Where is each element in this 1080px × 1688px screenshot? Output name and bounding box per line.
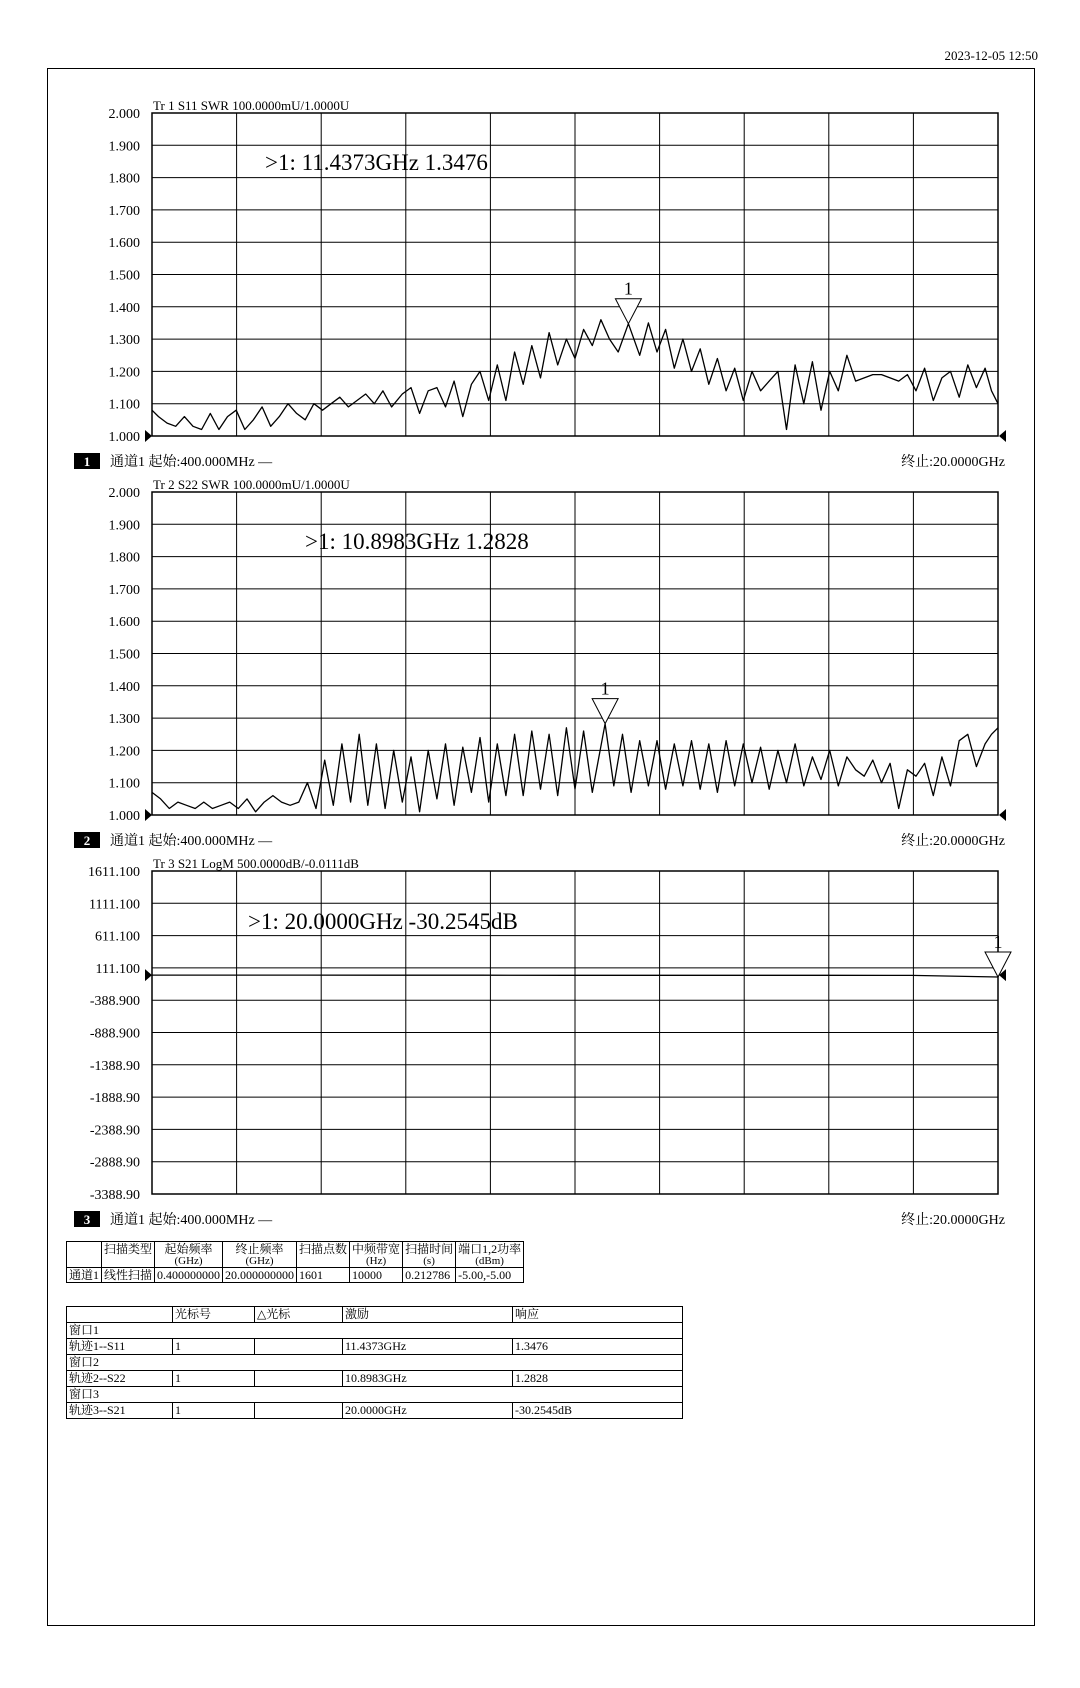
y-tick-label: 1.000: [108, 809, 140, 824]
window-label: 窗口1: [67, 1323, 683, 1339]
footer-start-label: 通道1 起始:400.000MHz —: [110, 1213, 273, 1228]
marker-cell: 1: [173, 1371, 255, 1387]
y-tick-label: 1.700: [108, 582, 140, 598]
marker-readout: >1: 20.0000GHz -30.2545dB: [248, 909, 518, 934]
sweep-settings-table: [66, 1241, 524, 1283]
y-tick-label: 1.500: [108, 268, 140, 284]
footer-stop-label: 终止:20.0000GHz: [901, 834, 1005, 849]
sweep-header-cell: 起始频率 (GHz): [155, 1242, 223, 1268]
marker-data-row: [67, 1339, 683, 1355]
y-tick-label: 1.700: [108, 203, 140, 219]
sweep-value-row: [67, 1268, 524, 1283]
marker-cell: 轨迹2--S22: [67, 1371, 173, 1387]
trace-label: Tr 2 S22 SWR 100.0000mU/1.0000U: [153, 477, 350, 492]
y-tick-label: 1.400: [108, 300, 140, 316]
sweep-header-cell: 中频带宽 (Hz): [350, 1242, 403, 1268]
marker-cell: 20.0000GHz: [343, 1403, 513, 1419]
sweep-header-cell: 扫描时间 (s): [403, 1242, 456, 1268]
timestamp: 2023-12-05 12:50: [944, 48, 1038, 63]
y-tick-label: -1888.90: [89, 1091, 140, 1107]
sweep-cell: 10000: [350, 1268, 403, 1283]
y-tick-label: 1.100: [108, 397, 140, 413]
marker-cell: 轨迹3--S21: [67, 1403, 173, 1419]
marker-header-row: [67, 1307, 683, 1323]
y-tick-label: 1.200: [108, 744, 140, 760]
sweep-header-cell: 端口1,2功率 (dBm): [456, 1242, 524, 1268]
y-tick-label: 1.200: [108, 365, 140, 381]
marker-data-row: [67, 1371, 683, 1387]
y-tick-label: 2.000: [108, 486, 140, 501]
marker-triangle: [592, 699, 618, 724]
y-tick-label: -388.900: [89, 994, 140, 1010]
y-tick-label: 111.100: [95, 961, 140, 977]
y-tick-label: 1.900: [108, 518, 140, 534]
marker-triangle: [985, 952, 1011, 977]
marker-number: 1: [600, 678, 610, 699]
footer-start-label: 通道1 起始:400.000MHz —: [110, 834, 273, 849]
sweep-cell: 线性扫描: [102, 1268, 155, 1283]
marker-cell: 1: [173, 1403, 255, 1419]
y-tick-label: 1.900: [108, 139, 140, 155]
footer-start-label: 通道1 起始:400.000MHz —: [110, 455, 273, 470]
sweep-cell: 0.400000000: [155, 1268, 223, 1283]
sweep-cell: -5.00,-5.00: [456, 1268, 524, 1283]
window-number: 1: [83, 454, 91, 469]
reference-right-triangle: [999, 430, 1006, 442]
trace-label: Tr 3 S21 LogM 500.0000dB/-0.0111dB: [153, 856, 359, 871]
y-tick-label: 1.000: [108, 430, 140, 445]
reference-left-triangle: [145, 430, 152, 442]
y-tick-label: -3388.90: [89, 1188, 140, 1203]
trace-label: Tr 1 S11 SWR 100.0000mU/1.0000U: [153, 98, 350, 113]
reference-left-triangle: [145, 969, 152, 981]
window-label: 窗口2: [67, 1355, 683, 1371]
y-tick-label: 1.500: [108, 647, 140, 663]
marker-cell: [255, 1339, 343, 1355]
marker-cell: 1.2828: [513, 1371, 683, 1387]
marker-cell: 10.8983GHz: [343, 1371, 513, 1387]
marker-triangle: [615, 299, 641, 324]
y-tick-label: 1.800: [108, 171, 140, 187]
marker-cell: [255, 1403, 343, 1419]
sweep-cell: 通道1: [67, 1268, 102, 1283]
y-tick-label: -888.900: [89, 1026, 140, 1042]
y-tick-label: 1.300: [108, 712, 140, 728]
window-number: 2: [83, 833, 91, 848]
marker-window-row: [67, 1323, 683, 1339]
y-tick-label: 1.400: [108, 679, 140, 695]
y-tick-label: 2.000: [108, 107, 140, 122]
marker-cell: 1: [173, 1339, 255, 1355]
sweep-header-row: [67, 1242, 524, 1268]
marker-table: [66, 1306, 683, 1419]
sweep-header-cell: 终止频率 (GHz): [223, 1242, 297, 1268]
y-tick-label: 1.600: [108, 615, 140, 631]
footer-stop-label: 终止:20.0000GHz: [901, 455, 1005, 470]
marker-header-cell: [67, 1307, 173, 1323]
sweep-cell: 1601: [297, 1268, 350, 1283]
marker-cell: 1.3476: [513, 1339, 683, 1355]
marker-cell: 轨迹1--S11: [67, 1339, 173, 1355]
window-label: 窗口3: [67, 1387, 683, 1403]
marker-cell: [255, 1371, 343, 1387]
y-tick-label: 1.300: [108, 333, 140, 349]
sweep-cell: 20.000000000: [223, 1268, 297, 1283]
y-tick-label: 1.600: [108, 236, 140, 252]
sweep-cell: 0.212786: [403, 1268, 456, 1283]
footer-stop-label: 终止:20.0000GHz: [901, 1213, 1005, 1228]
marker-readout: >1: 10.8983GHz 1.2828: [305, 529, 529, 554]
sweep-header-cell: 扫描点数: [297, 1242, 350, 1268]
marker-cell: 11.4373GHz: [343, 1339, 513, 1355]
marker-number: 1: [993, 932, 1003, 953]
y-tick-label: 1111.100: [89, 897, 140, 913]
y-tick-label: 1.100: [108, 776, 140, 792]
marker-header-cell: 响应: [513, 1307, 683, 1323]
marker-header-cell: 光标号: [173, 1307, 255, 1323]
y-tick-label: 1.800: [108, 550, 140, 566]
reference-left-triangle: [145, 809, 152, 821]
marker-readout: >1: 11.4373GHz 1.3476: [265, 150, 488, 175]
window-number: 3: [83, 1212, 91, 1227]
y-tick-label: 611.100: [95, 929, 140, 945]
y-tick-label: -1388.90: [89, 1058, 140, 1074]
sweep-header-cell: [67, 1242, 102, 1268]
marker-header-cell: 激励: [343, 1307, 513, 1323]
marker-window-row: [67, 1387, 683, 1403]
y-tick-label: 1611.100: [88, 865, 140, 880]
y-tick-label: -2888.90: [89, 1155, 140, 1171]
marker-cell: -30.2545dB: [513, 1403, 683, 1419]
sweep-header-cell: 扫描类型: [102, 1242, 155, 1268]
reference-right-triangle: [999, 809, 1006, 821]
marker-data-row: [67, 1403, 683, 1419]
marker-header-cell: △光标: [255, 1307, 343, 1323]
marker-window-row: [67, 1355, 683, 1371]
marker-number: 1: [623, 278, 633, 299]
y-tick-label: -2388.90: [89, 1123, 140, 1139]
